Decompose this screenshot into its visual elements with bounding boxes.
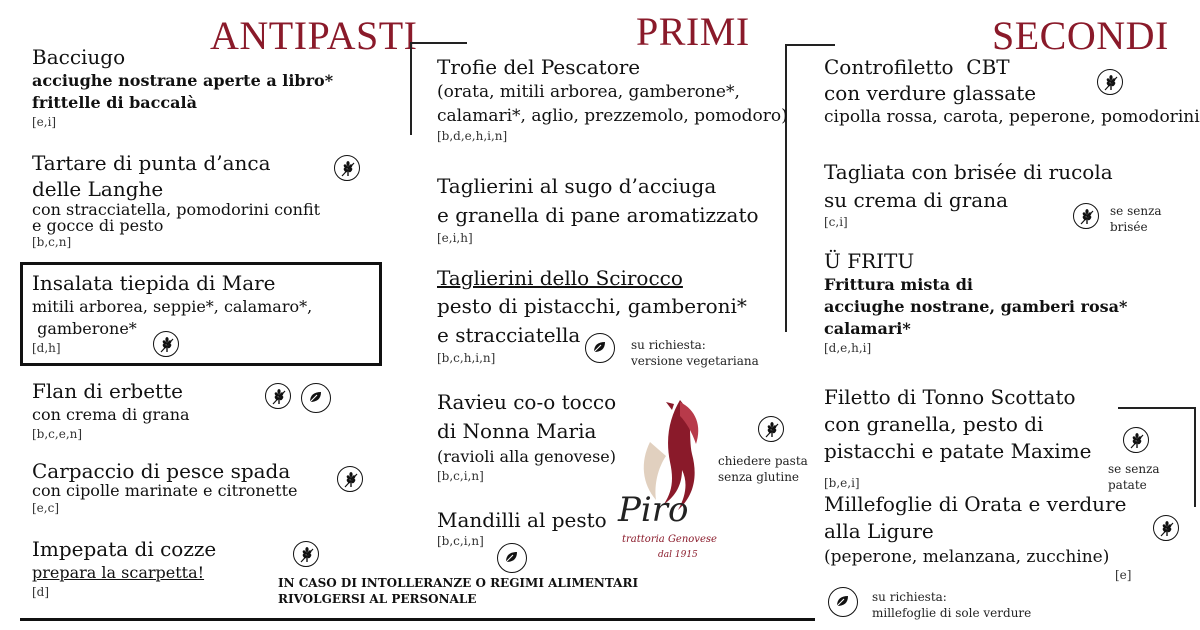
antipasti-header: ANTIPASTI xyxy=(210,13,418,58)
dish-desc: mitili arborea, seppie*, calamaro*, xyxy=(32,297,313,316)
note-line: brisée xyxy=(1110,220,1148,234)
bottom-rule xyxy=(20,618,815,621)
dish-desc: (peperone, melanzana, zucchine) xyxy=(824,547,1110,567)
dish-desc: (ravioli alla genovese) xyxy=(437,447,617,466)
dish-title: Filetto di Tonno Scottato xyxy=(824,385,1076,409)
allergens: [d,e,h,i] xyxy=(824,341,872,355)
notice-line: RIVOLGERSI AL PERSONALE xyxy=(278,592,477,606)
allergy-notice xyxy=(278,575,638,607)
gluten-free-note xyxy=(1108,461,1160,493)
dish-flan xyxy=(32,378,190,442)
dish-title: Tartare di punta d’anca xyxy=(32,151,271,175)
dish-desc: calamari*, aglio, prezzemolo, pomodoro) xyxy=(437,106,788,126)
secondi-header: SECONDI xyxy=(992,13,1169,58)
allergens: [b,c,h,i,n] xyxy=(437,351,496,365)
dish-mandilli xyxy=(437,507,607,549)
dish-ravieu xyxy=(437,388,616,484)
allergens: [b,e,i] xyxy=(824,476,860,490)
dish-title: Millefoglie di Orata e verdure xyxy=(824,492,1127,516)
allergens: [c,i] xyxy=(824,215,848,229)
dish-tagliata xyxy=(824,158,1113,230)
dish-title: Controfiletto CBT xyxy=(824,55,1010,79)
allergens: [e,c] xyxy=(32,501,59,515)
allergens: [b,c,e,n] xyxy=(32,427,83,441)
gluten-free-icon xyxy=(153,331,179,357)
primi-header: PRIMI xyxy=(636,9,750,54)
allergens: [b,c,i,n] xyxy=(437,534,484,548)
dish-title: di Nonna Maria xyxy=(437,419,597,443)
dish-title: Bacciugo xyxy=(32,45,126,69)
vegetarian-icon xyxy=(301,383,331,413)
dish-bacciugo xyxy=(32,44,333,130)
vegetarian-note xyxy=(872,589,1031,621)
gluten-free-icon xyxy=(337,466,363,492)
dish-desc: acciughe nostrane, gamberi rosa* xyxy=(824,297,1128,316)
dish-title: Impepata di cozze xyxy=(32,537,217,561)
note-line: millefoglie di sole verdure xyxy=(872,606,1032,620)
dish-title: Insalata tiepida di Mare xyxy=(32,271,276,295)
dish-title: con granella, pesto di xyxy=(824,412,1044,436)
dish-title: Mandilli al pesto xyxy=(437,508,607,532)
gluten-free-icon xyxy=(758,416,784,442)
dish-title: Ravieu co-o tocco xyxy=(437,390,617,414)
dish-title: delle Langhe xyxy=(32,177,164,201)
dish-title: e granella di pane aromatizzato xyxy=(437,203,759,227)
dish-title: Trofie del Pescatore xyxy=(437,55,641,79)
dish-desc: gamberone* xyxy=(32,319,137,338)
vegetarian-icon xyxy=(828,587,858,617)
dish-title: su crema di grana xyxy=(824,188,1008,212)
dish-title: pistacchi e patate Maxime xyxy=(824,439,1092,463)
dish-desc: con cipolle marinate e citronette xyxy=(32,481,298,500)
gluten-free-icon xyxy=(334,155,360,181)
dish-title: Tagliata con brisée di rucola xyxy=(824,160,1113,184)
allergens: [e] xyxy=(1115,568,1132,582)
gluten-free-icon xyxy=(1123,427,1149,453)
dish-desc: e gocce di pesto xyxy=(32,216,164,235)
allergens: [d,h] xyxy=(32,341,61,355)
dish-filetto-tonno xyxy=(824,384,1091,491)
allergens: [e,i,h] xyxy=(437,231,473,245)
dish-desc: pesto di pistacchi, gamberoni* xyxy=(437,294,747,318)
dish-title: alla Ligure xyxy=(824,519,934,543)
allergens: [b,d,e,h,i,n] xyxy=(437,129,508,143)
note-line: chiedere pasta xyxy=(718,454,808,468)
dish-desc: frittelle di baccalà xyxy=(32,93,197,112)
dish-desc: acciughe nostrane aperte a libro* xyxy=(32,71,334,90)
gluten-free-icon xyxy=(265,383,291,409)
dish-desc: con stracciatella, pomodorini confit xyxy=(32,200,321,219)
dish-carpaccio xyxy=(32,460,297,516)
allergens: [d] xyxy=(32,585,50,599)
dish-impepata xyxy=(32,536,216,600)
gluten-free-icon xyxy=(1097,69,1123,95)
dish-title: con verdure glassate xyxy=(824,81,1037,105)
note-line: senza glutine xyxy=(718,470,800,484)
dish-desc: calamari* xyxy=(824,319,911,338)
dish-taglierini-acciuga xyxy=(437,172,759,246)
note-line: patate xyxy=(1108,478,1147,492)
dish-controfiletto xyxy=(824,54,1200,128)
gluten-free-icon xyxy=(1073,203,1099,229)
dish-desc: (orata, mitili arborea, gamberone*, xyxy=(437,82,740,102)
note-line: su richiesta: xyxy=(631,338,706,352)
vegetarian-icon xyxy=(585,333,615,363)
dish-desc: prepara la scarpetta! xyxy=(32,563,205,582)
dish-tartare xyxy=(32,150,320,250)
note-line: se senza xyxy=(1110,204,1162,218)
logo-since: dal 1915 xyxy=(658,550,698,560)
allergens: [b,c,i,n] xyxy=(437,469,484,483)
allergens: [b,c,n] xyxy=(32,235,72,249)
dish-trofie xyxy=(437,54,788,144)
dish-desc: e stracciatella xyxy=(437,323,581,347)
note-line: se senza xyxy=(1108,462,1160,476)
dish-desc: Frittura mista di xyxy=(824,275,973,294)
dish-u-fritu xyxy=(824,248,1127,356)
gluten-free-icon xyxy=(293,541,319,567)
dish-desc: cipolla rossa, carota, peperone, pomodorini xyxy=(824,107,1200,127)
note-line: versione vegetariana xyxy=(631,354,759,368)
dish-title: Carpaccio di pesce spada xyxy=(32,459,291,483)
dish-title: Taglierini dello Scirocco xyxy=(437,266,683,290)
logo xyxy=(610,392,740,582)
dish-desc: con crema di grana xyxy=(32,405,190,424)
notice-line: IN CASO DI INTOLLERANZE O REGIMI ALIMENTARI xyxy=(278,576,639,590)
dish-millefoglie xyxy=(824,491,1126,569)
dish-title: Flan di erbette xyxy=(32,379,183,403)
logo-name: Piro xyxy=(618,490,689,530)
logo-subtitle: trattoria Genovese xyxy=(622,534,717,545)
allergens: [e,i] xyxy=(32,115,57,129)
note-line: su richiesta: xyxy=(872,590,947,604)
gluten-free-note xyxy=(1110,203,1162,235)
dish-title: Taglierini al sugo d’acciuga xyxy=(437,174,717,198)
dish-title: Ü FRITU xyxy=(824,249,915,273)
gluten-free-icon xyxy=(1153,515,1179,541)
vegetarian-note xyxy=(631,337,759,369)
vegetarian-icon xyxy=(497,543,527,573)
